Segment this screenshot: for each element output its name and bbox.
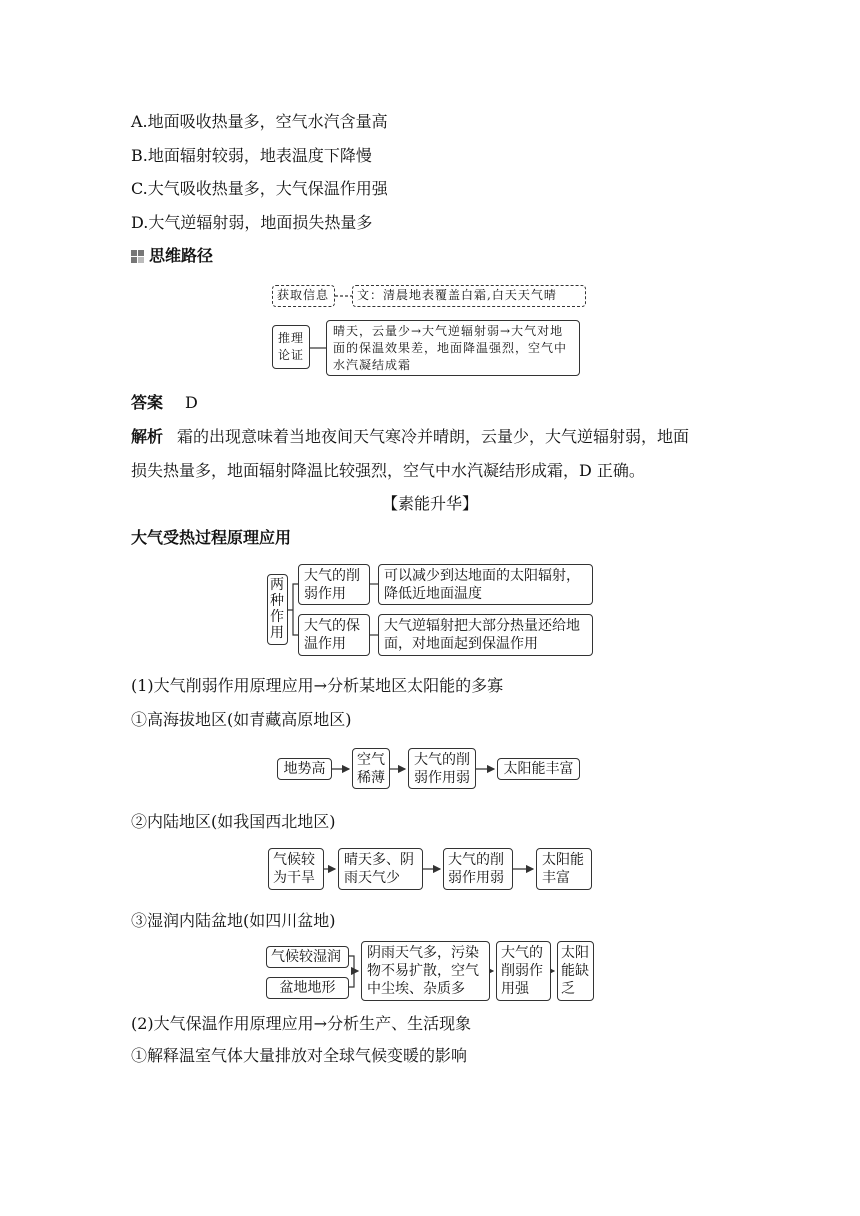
analysis-label: 解析 xyxy=(131,427,164,446)
case3-step-1: 阴雨天气多，污染物不易扩散，空气中尘埃、杂质多 xyxy=(361,941,490,1001)
part2-item-1: ①解释温室气体大量排放对全球气候变暖的影响 xyxy=(131,1046,468,1065)
get-info-box: 获取信息 xyxy=(272,285,335,307)
case1-title: ①高海拔地区(如青藏高原地区) xyxy=(131,710,352,729)
option-a: A.地面吸收热量多，空气水汽含量高 xyxy=(131,112,388,131)
section-marker-icon xyxy=(131,250,144,263)
answer-value: D xyxy=(185,393,198,412)
section-title: 【素能升华】 xyxy=(381,494,478,513)
option-b: B.地面辐射较弱，地表温度下降慢 xyxy=(131,146,372,165)
option-d: D.大气逆辐射弱，地面损失热量多 xyxy=(131,213,373,232)
two-effects-root: 两种作用 xyxy=(267,574,288,645)
thinking-heading: 思维路径 xyxy=(149,246,214,265)
case3-title: ③湿润内陆盆地(如四川盆地) xyxy=(131,911,336,930)
analysis-text-1: 霜的出现意味着当地夜间天气寒冷并晴朗，云量少，大气逆辐射弱，地面 xyxy=(177,427,690,446)
case1-step-2: 空气稀薄 xyxy=(352,748,390,789)
reason-box: 推理论证 xyxy=(272,325,310,369)
case2-step-2: 晴天多、阴雨天气少 xyxy=(338,848,423,890)
reason-text-box: 晴天，云量少→大气逆辐射弱→大气对地面的保温效果差，地面降温强烈，空气中水汽凝结成霜 xyxy=(326,320,580,376)
answer-label: 答案 xyxy=(131,393,164,412)
case1-step-1: 地势高 xyxy=(277,758,332,780)
analysis-line-1 xyxy=(131,427,689,447)
case3-input-1: 气候较湿润 xyxy=(266,946,349,968)
part1-title: (1)大气削弱作用原理应用→分析某地区太阳能的多寡 xyxy=(131,676,504,695)
case3-input-2: 盆地地形 xyxy=(266,977,349,999)
get-info-text-box: 文：清晨地表覆盖白霜,白天天气晴 xyxy=(352,285,586,307)
case1-step-3: 大气的削弱作用弱 xyxy=(408,748,476,789)
answer-line xyxy=(131,393,198,413)
weaken-desc-box: 可以减少到达地面的太阳辐射，降低近地面温度 xyxy=(378,564,593,605)
case3-step-2: 大气的削弱作用强 xyxy=(496,941,551,1001)
part2-title: (2)大气保温作用原理应用→分析生产、生活现象 xyxy=(131,1014,472,1033)
case1-step-4: 太阳能丰富 xyxy=(497,758,580,780)
insulate-desc-box: 大气逆辐射把大部分热量还给地面，对地面起到保温作用 xyxy=(378,614,593,656)
case2-step-3: 大气的削弱作用弱 xyxy=(443,848,513,890)
option-c: C.大气吸收热量多，大气保温作用强 xyxy=(131,179,388,198)
case2-step-1: 气候较为干旱 xyxy=(268,848,324,890)
insulate-box: 大气的保温作用 xyxy=(298,614,370,656)
weaken-box: 大气的削弱作用 xyxy=(298,564,370,605)
case3-step-3: 太阳能缺乏 xyxy=(557,941,594,1001)
case2-title: ②内陆地区(如我国西北地区) xyxy=(131,812,336,831)
case2-step-4: 太阳能丰富 xyxy=(536,848,592,890)
subheading: 大气受热过程原理应用 xyxy=(131,528,292,547)
analysis-text-2: 损失热量多，地面辐射降温比较强烈，空气中水汽凝结形成霜，D 正确。 xyxy=(131,461,645,480)
